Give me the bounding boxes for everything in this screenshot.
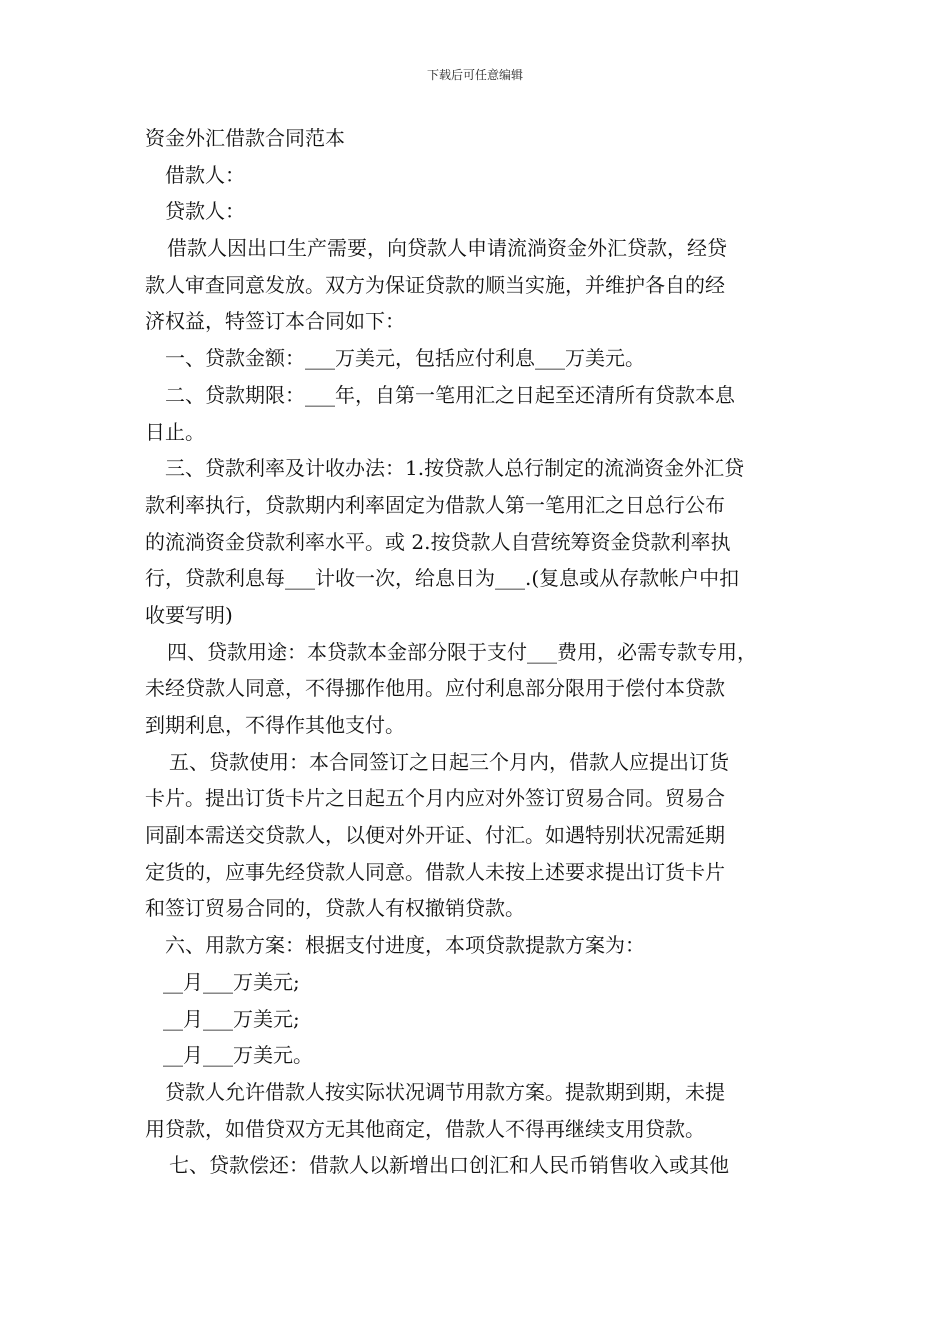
paragraph-line: 用贷款，如借贷双方无其他商定，借款人不得再继续支用贷款。 <box>145 1116 705 1141</box>
clause-5-line: 和签订贸易合同的，贷款人有权撤销贷款。 <box>145 896 525 921</box>
clause-3-line: 三、贷款利率及计收办法：1.按贷款人总行制定的流淌资金外汇贷 <box>165 456 745 481</box>
clause-2-line: 二、贷款期限：___年，自第一笔用汇之日起至还清所有贷款本息 <box>165 382 735 407</box>
paragraph-line: 贷款人允许借款人按实际状况调节用款方案。提款期到期，未提 <box>165 1079 725 1104</box>
paragraph-line: 借款人因出口生产需要，向贷款人申请流淌资金外汇贷款，经贷 <box>167 236 727 261</box>
clause-3-line: 行，贷款利息每___计收一次，给息日为___.(复息或从存款帐户中扣 <box>145 566 740 591</box>
clause-7-line: 七、贷款偿还：借款人以新增出口创汇和人民币销售收入或其他 <box>169 1153 729 1178</box>
clause-4-line: 到期利息，不得作其他支付。 <box>145 713 405 737</box>
paragraph-line: 款人审查同意发放。双方为保证贷款的顺当实施，并维护各自的经 <box>145 272 725 297</box>
clause-3-line: 的流淌资金贷款利率水平。或 2.按贷款人自营统筹资金贷款利率执 <box>145 529 731 554</box>
page-header: 下载后可任意编辑 <box>426 68 523 82</box>
clause-5-line: 卡片。提出订货卡片之日起五个月内应对外签订贸易合同。贸易合 <box>145 786 725 811</box>
lender-label: 贷款人： <box>165 199 245 224</box>
clause-2-line: 日止。 <box>145 419 205 444</box>
borrower-label: 借款人： <box>165 162 245 187</box>
plan-line: __月___万美元; <box>163 969 300 994</box>
paragraph-line: 济权益，特签订本合同如下： <box>145 309 405 334</box>
clause-6-line: 六、用款方案：根据支付进度，本项贷款提款方案为： <box>165 933 645 958</box>
clause-3-line: 收要写明) <box>145 602 233 627</box>
clause-3-line: 款利率执行，贷款期内利率固定为借款人第一笔用汇之日总行公布 <box>145 492 725 517</box>
plan-line: __月___万美元。 <box>163 1043 313 1068</box>
clause-5-line: 五、贷款使用：本合同签订之日起三个月内，借款人应提出订货 <box>169 749 729 774</box>
clause-5-line: 定货的，应事先经贷款人同意。借款人未按上述要求提出订货卡片 <box>145 859 725 884</box>
clause-4-line: 四、贷款用途：本贷款本金部分限于支付___费用，必需专款专用， <box>167 639 757 664</box>
plan-line: __月___万美元; <box>163 1006 300 1031</box>
clause-4-line: 未经贷款人同意，不得挪作他用。应付利息部分限用于偿付本贷款 <box>145 676 725 701</box>
document-body <box>145 120 815 1184</box>
document-title: 资金外汇借款合同范本 <box>145 126 345 150</box>
clause-5-line: 同副本需送交贷款人，以便对外开证、付汇。如遇特别状况需延期 <box>145 823 725 848</box>
clause-1-line: 一、贷款金额：___万美元，包括应付利息___万美元。 <box>165 346 645 371</box>
